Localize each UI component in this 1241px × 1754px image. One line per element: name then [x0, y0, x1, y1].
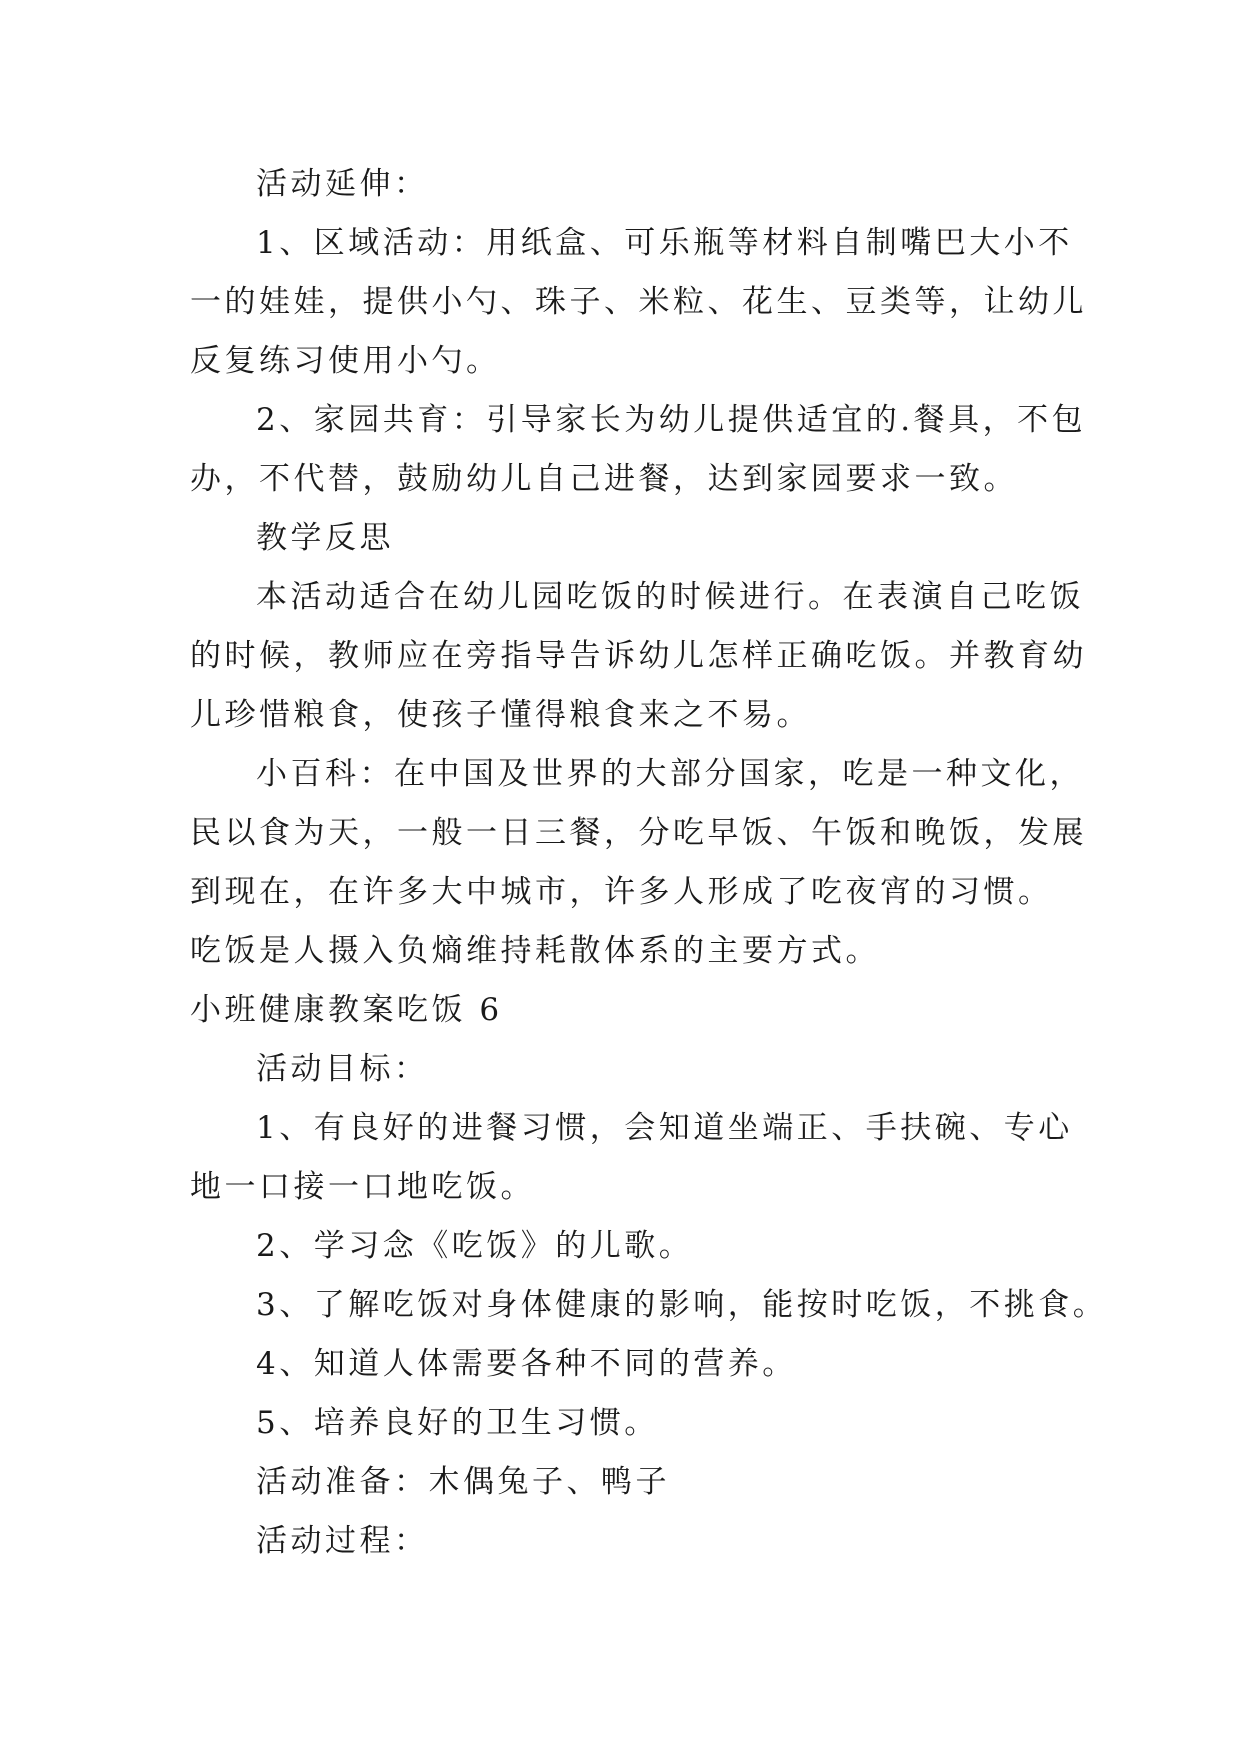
text-line: 小百科：在中国及世界的大部分国家，吃是一种文化，	[256, 756, 1084, 792]
text-line: 5、培养良好的卫生习惯。	[256, 1405, 659, 1441]
text-line: 4、知道人体需要各种不同的营养。	[256, 1346, 797, 1382]
text-line: 2、家园共育：引导家长为幼儿提供适宜的.餐具，不包	[256, 402, 1087, 438]
text-line: 办，不代替，鼓励幼儿自己进餐，达到家园要求一致。	[190, 461, 1018, 497]
text-line: 3、了解吃饭对身体健康的影响，能按时吃饭，不挑食。	[256, 1287, 1108, 1323]
text-line: 一的娃娃，提供小勺、珠子、米粒、花生、豆类等，让幼儿	[190, 284, 1087, 320]
text-line: 活动延伸：	[256, 166, 429, 202]
section-heading: 活动过程：	[256, 1523, 429, 1559]
document-title: 小班健康教案吃饭 6	[190, 992, 503, 1028]
text-line: 儿珍惜粮食，使孩子懂得粮食来之不易。	[190, 697, 811, 733]
text-line: 活动准备：木偶兔子、鸭子	[256, 1464, 670, 1500]
text-line: 1、区域活动：用纸盒、可乐瓶等材料自制嘴巴大小不	[256, 225, 1073, 261]
text-line: 吃饭是人摄入负熵维持耗散体系的主要方式。	[190, 933, 880, 969]
text-line: 1、有良好的进餐习惯，会知道坐端正、手扶碗、专心	[256, 1110, 1073, 1146]
text-line: 地一口接一口地吃饭。	[190, 1169, 535, 1205]
text-line: 2、学习念《吃饭》的儿歌。	[256, 1228, 694, 1264]
text-line: 反复练习使用小勺。	[190, 343, 501, 379]
text-line: 本活动适合在幼儿园吃饭的时候进行。在表演自己吃饭	[256, 579, 1084, 615]
text-line: 到现在，在许多大中城市，许多人形成了吃夜宵的习惯。	[190, 874, 1053, 910]
section-heading: 教学反思	[256, 520, 394, 556]
text-line: 民以食为天，一般一日三餐，分吃早饭、午饭和晚饭，发展	[190, 815, 1087, 851]
text-line: 的时候，教师应在旁指导告诉幼儿怎样正确吃饭。并教育幼	[190, 638, 1087, 674]
section-heading: 活动目标：	[256, 1051, 429, 1087]
